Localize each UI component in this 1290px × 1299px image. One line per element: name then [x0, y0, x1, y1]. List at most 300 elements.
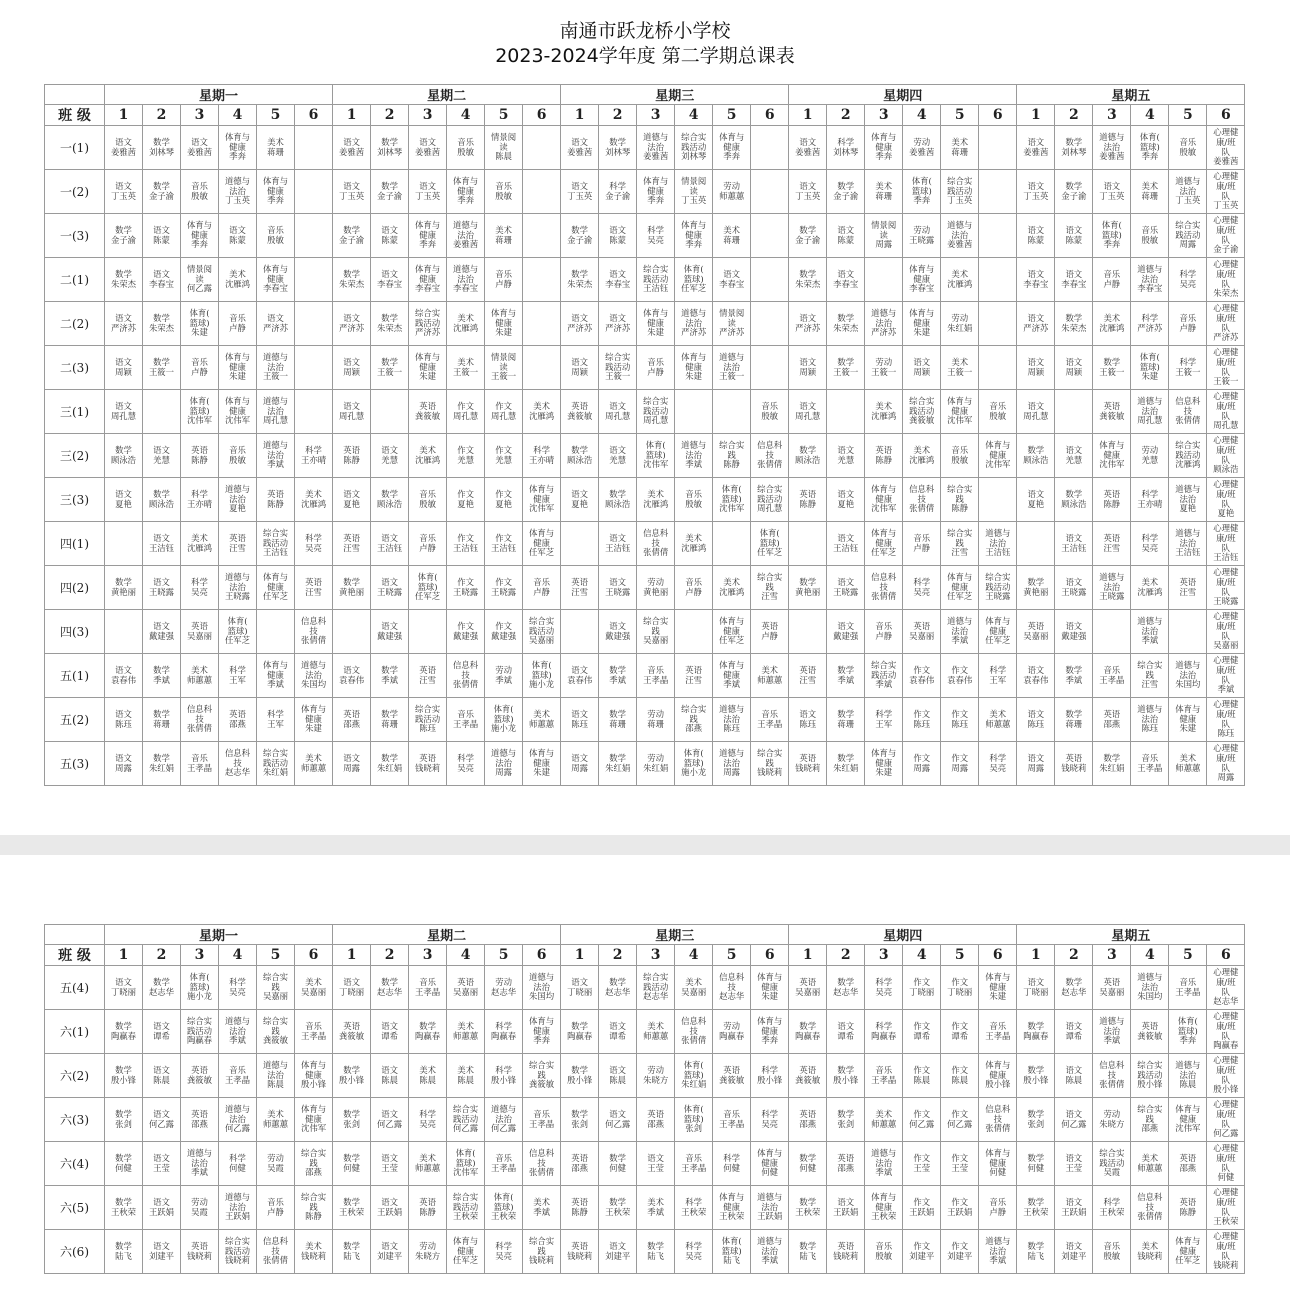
lesson-cell: 语文 周颖: [1017, 346, 1055, 390]
lesson-cell: 信息科 技 赵志华: [219, 742, 257, 786]
period-number: 4: [219, 945, 257, 966]
lesson-cell: 综合实 践活动 严济苏: [409, 302, 447, 346]
lesson-cell: 体育与 健康 朱建: [675, 346, 713, 390]
lesson-cell: 语文 王莹: [143, 1142, 181, 1186]
corner-cell: [45, 85, 105, 105]
lesson-cell: 综合实 践活动 朱红娟: [257, 742, 295, 786]
lesson-cell: 语文 陈晨: [371, 1054, 409, 1098]
lesson-cell: 语文 陈蒙: [219, 214, 257, 258]
lesson-cell: 语文 周露: [105, 742, 143, 786]
lesson-cell: 语文 严济苏: [105, 302, 143, 346]
lesson-cell: 英语 龚筱敏: [333, 1010, 371, 1054]
period-number: 3: [637, 105, 675, 126]
class-name: 三(2): [45, 434, 105, 478]
lesson-cell: [979, 478, 1017, 522]
lesson-cell: 科学 金子渝: [599, 170, 637, 214]
lesson-cell: 心理健 康/班 队 季斌: [1207, 654, 1245, 698]
lesson-cell: 语文 丁晓丽: [105, 966, 143, 1010]
lesson-cell: 英语 邵燕: [561, 1142, 599, 1186]
lesson-cell: 美术 师蕙蕙: [181, 654, 219, 698]
lesson-cell: 作文 陈晨: [941, 1054, 979, 1098]
lesson-cell: 综合实 践活动 陈珏: [409, 698, 447, 742]
period-number: 5: [485, 945, 523, 966]
lesson-cell: 体育( 篮球) 施小龙: [675, 742, 713, 786]
period-number: 3: [181, 945, 219, 966]
period-number: 2: [371, 945, 409, 966]
lesson-cell: 综合实 践活动 周孔慧: [751, 478, 789, 522]
lesson-cell: 数学 王秋荣: [1017, 1186, 1055, 1230]
lesson-cell: 作文 王洁钰: [485, 522, 523, 566]
lesson-cell: 道德与 法治 何乙露: [485, 1098, 523, 1142]
lesson-cell: 数学 陶赢春: [561, 1010, 599, 1054]
day-header: 星期三: [561, 925, 789, 945]
lesson-cell: 数学 何健: [333, 1142, 371, 1186]
lesson-cell: 综合实 践活动 钱晓莉: [219, 1230, 257, 1274]
lesson-cell: 美术 师蕙蕙: [637, 1010, 675, 1054]
lesson-cell: 音乐 王孝晶: [485, 1142, 523, 1186]
lesson-cell: 道德与 法治 陈珏: [713, 698, 751, 742]
lesson-cell: 科学 王亦晴: [1131, 478, 1169, 522]
lesson-cell: 道德与 法治 王洁钰: [1169, 522, 1207, 566]
lesson-cell: 语文 陈蒙: [1055, 214, 1093, 258]
lesson-cell: 数学 陶赢春: [409, 1010, 447, 1054]
lesson-cell: 体育与 健康 季奔: [675, 214, 713, 258]
period-number: 1: [561, 105, 599, 126]
lesson-cell: 语文 王晓露: [143, 566, 181, 610]
lesson-cell: 综合实 践 汪雪: [941, 522, 979, 566]
lesson-cell: 音乐 王孝晶: [713, 1098, 751, 1142]
class-row: [45, 1186, 1245, 1230]
lesson-cell: 语文 夏艳: [105, 478, 143, 522]
lesson-cell: 劳动 姜雅茜: [903, 126, 941, 170]
lesson-cell: 体育与 健康 季奔: [181, 214, 219, 258]
lesson-cell: [523, 126, 561, 170]
period-number: 1: [561, 945, 599, 966]
lesson-cell: 综合实 践活动 周孔慧: [637, 390, 675, 434]
lesson-cell: 语文 李春宝: [599, 258, 637, 302]
lesson-cell: 音乐 卢静: [903, 522, 941, 566]
lesson-cell: 数学 黄艳丽: [105, 566, 143, 610]
day-header: 星期三: [561, 85, 789, 105]
lesson-cell: 作文 王晓露: [485, 566, 523, 610]
lesson-cell: 语文 戴建强: [1055, 610, 1093, 654]
lesson-cell: 体育( 篮球) 施小龙: [485, 698, 523, 742]
lesson-cell: 英语 陈静: [333, 434, 371, 478]
lesson-cell: 语文 周露: [561, 742, 599, 786]
lesson-cell: 体育与 健康 殷小锋: [295, 1054, 333, 1098]
lesson-cell: 劳动 朱晓方: [637, 1054, 675, 1098]
lesson-cell: 数学 顾泳浩: [599, 478, 637, 522]
lesson-cell: 科学 吴亮: [219, 966, 257, 1010]
lesson-cell: 数学 顾泳浩: [105, 434, 143, 478]
lesson-cell: 作文 周孔慧: [485, 390, 523, 434]
class-row: [45, 302, 1245, 346]
lesson-cell: 信息科 技 张倩倩: [295, 610, 333, 654]
lesson-cell: 信息科 技 张倩倩: [1093, 1054, 1131, 1098]
lesson-cell: 美术 沈雁鸿: [637, 478, 675, 522]
lesson-cell: 英语 邵燕: [333, 698, 371, 742]
lesson-cell: 科学 何健: [219, 1142, 257, 1186]
lesson-cell: 美术 蒋珊: [941, 126, 979, 170]
lesson-cell: 语文 刘建平: [143, 1230, 181, 1274]
lesson-cell: 道德与 法治 李春宝: [1131, 258, 1169, 302]
class-name: 六(3): [45, 1098, 105, 1142]
lesson-cell: 道德与 法治 丁玉英: [219, 170, 257, 214]
lesson-cell: 体育与 健康 沈伟军: [1093, 434, 1131, 478]
lesson-cell: 语文 王洁钰: [143, 522, 181, 566]
lesson-cell: 综合实 践 陈静: [941, 478, 979, 522]
lesson-cell: 劳动 王晓露: [903, 214, 941, 258]
lesson-cell: 劳动 羌慧: [1131, 434, 1169, 478]
lesson-cell: 美术 沈雁鸿: [903, 434, 941, 478]
lesson-cell: 心理健 康/班 队 何乙露: [1207, 1098, 1245, 1142]
lesson-cell: 语文 王莹: [1055, 1142, 1093, 1186]
lesson-cell: 体育与 健康 任军芝: [979, 610, 1017, 654]
lesson-cell: 信息科 技 张倩倩: [865, 566, 903, 610]
lesson-cell: 数学 王筱一: [1093, 346, 1131, 390]
period-number: 6: [979, 105, 1017, 126]
class-name: 六(6): [45, 1230, 105, 1274]
lesson-cell: 数学 陶赢春: [1017, 1010, 1055, 1054]
lesson-cell: 音乐 殷敏: [447, 126, 485, 170]
lesson-cell: 信息科 技 张倩倩: [979, 1098, 1017, 1142]
lesson-cell: 英语 龚筱敏: [789, 1054, 827, 1098]
lesson-cell: 科学 吴亮: [675, 1230, 713, 1274]
lesson-cell: 体育与 健康 沈伟军: [1169, 1098, 1207, 1142]
lesson-cell: 体育( 篮球) 沈伟军: [637, 434, 675, 478]
lesson-cell: 体育与 健康 朱建: [979, 966, 1017, 1010]
lesson-cell: 美术 师蕙蕙: [447, 1010, 485, 1054]
lesson-cell: 音乐 殷敏: [865, 1230, 903, 1274]
lesson-cell: 情景阅 读 何乙露: [181, 258, 219, 302]
lesson-cell: 语文 何乙露: [1055, 1098, 1093, 1142]
lesson-cell: 数学 朱红娟: [1093, 742, 1131, 786]
lesson-cell: [979, 302, 1017, 346]
class-column-header: 班 级: [45, 105, 105, 126]
period-number: 5: [1169, 945, 1207, 966]
lesson-cell: 英语 陈静: [561, 1186, 599, 1230]
lesson-cell: 美术 陈晨: [409, 1054, 447, 1098]
lesson-cell: 数学 王秋荣: [599, 1186, 637, 1230]
lesson-cell: [561, 522, 599, 566]
lesson-cell: 语文 何乙露: [143, 1098, 181, 1142]
lesson-cell: 体育与 健康 任军芝: [447, 1230, 485, 1274]
lesson-cell: 体育与 健康 殷小锋: [979, 1054, 1017, 1098]
lesson-cell: 美术 蒋珊: [485, 214, 523, 258]
lesson-cell: 信息科 技 张倩倩: [181, 698, 219, 742]
lesson-cell: 音乐 王孝晶: [979, 1010, 1017, 1054]
period-number: 5: [257, 945, 295, 966]
lesson-cell: [1169, 610, 1207, 654]
lesson-cell: [675, 390, 713, 434]
lesson-cell: [1055, 390, 1093, 434]
lesson-cell: 作文 袁春伟: [903, 654, 941, 698]
period-number: 6: [295, 945, 333, 966]
lesson-cell: [675, 610, 713, 654]
lesson-cell: 语文 王跃娟: [371, 1186, 409, 1230]
lesson-cell: 道德与 法治 陈晨: [1169, 1054, 1207, 1098]
lesson-cell: 美术 沈雁鸿: [675, 522, 713, 566]
lesson-cell: [751, 170, 789, 214]
lesson-cell: 美术 沈雁鸿: [447, 302, 485, 346]
period-number: 5: [941, 945, 979, 966]
lesson-cell: 体育( 篮球) 季奔: [1093, 214, 1131, 258]
period-number: 3: [865, 945, 903, 966]
lesson-cell: 数学 殷小锋: [1017, 1054, 1055, 1098]
lesson-cell: 作文 谭希: [903, 1010, 941, 1054]
lesson-cell: 科学 严济苏: [1131, 302, 1169, 346]
period-number: 1: [1017, 945, 1055, 966]
lesson-cell: 劳动 赵志华: [485, 966, 523, 1010]
lesson-cell: 语文 戴建强: [827, 610, 865, 654]
lesson-cell: 科学 吴亮: [637, 214, 675, 258]
lesson-cell: 作文 丁晓丽: [903, 966, 941, 1010]
lesson-cell: 劳动 季斌: [485, 654, 523, 698]
lesson-cell: 语文 羌慧: [827, 434, 865, 478]
lesson-cell: [751, 214, 789, 258]
lesson-cell: 科学 吴亮: [295, 522, 333, 566]
class-name: 一(1): [45, 126, 105, 170]
lesson-cell: 语文 严济苏: [599, 302, 637, 346]
lesson-cell: 音乐 卢静: [637, 346, 675, 390]
lesson-cell: 劳动 吴霞: [181, 1186, 219, 1230]
lesson-cell: 语文 陈蒙: [599, 214, 637, 258]
lesson-cell: 体育与 健康 任军芝: [257, 566, 295, 610]
lesson-cell: 数学 赵志华: [371, 966, 409, 1010]
lesson-cell: 体育与 健康 朱建: [219, 346, 257, 390]
lesson-cell: 道德与 法治 季斌: [1093, 1010, 1131, 1054]
period-number: 6: [751, 105, 789, 126]
lesson-cell: 语文 丁晓丽: [1017, 966, 1055, 1010]
lesson-cell: 心理健 康/班 队 周露: [1207, 742, 1245, 786]
lesson-cell: 心理健 康/班 队 何健: [1207, 1142, 1245, 1186]
lesson-cell: 道德与 法治 王筱一: [257, 346, 295, 390]
lesson-cell: [143, 390, 181, 434]
lesson-cell: 美术 沈雁鸿: [295, 478, 333, 522]
lesson-cell: 体育与 健康 任军芝: [1169, 1230, 1207, 1274]
period-number: 3: [1093, 945, 1131, 966]
lesson-cell: 数学 顾泳浩: [789, 434, 827, 478]
lesson-cell: 语文 谭希: [827, 1010, 865, 1054]
lesson-cell: 语文 陈蒙: [827, 214, 865, 258]
lesson-cell: 体育与 健康 季奔: [751, 1010, 789, 1054]
lesson-cell: 英语 陈静: [409, 1186, 447, 1230]
lesson-cell: 综合实 践活动 赵志华: [637, 966, 675, 1010]
lesson-cell: 科学 吴亮: [1131, 522, 1169, 566]
period-number: 5: [713, 105, 751, 126]
lesson-cell: 数学 朱红娟: [143, 742, 181, 786]
lesson-cell: 英语 汪雪: [219, 522, 257, 566]
lesson-cell: [751, 126, 789, 170]
class-name: 五(4): [45, 966, 105, 1010]
lesson-cell: 体育与 健康 沈伟军: [941, 390, 979, 434]
lesson-cell: [105, 610, 143, 654]
lesson-cell: 英语 邵燕: [1093, 698, 1131, 742]
lesson-cell: 英语 龚筱敏: [181, 1054, 219, 1098]
lesson-cell: 劳动 朱晓方: [409, 1230, 447, 1274]
lesson-cell: 英语 邵燕: [637, 1098, 675, 1142]
lesson-cell: 音乐 卢静: [181, 346, 219, 390]
lesson-cell: 美术 季斌: [637, 1186, 675, 1230]
lesson-cell: 综合实 践 汪雪: [751, 566, 789, 610]
lesson-cell: 英语 吴嘉丽: [1017, 610, 1055, 654]
lesson-cell: [523, 170, 561, 214]
lesson-cell: [979, 126, 1017, 170]
lesson-cell: 英语 陈静: [181, 434, 219, 478]
period-number: 2: [599, 105, 637, 126]
period-number: 4: [447, 945, 485, 966]
corner-cell: [45, 925, 105, 945]
lesson-cell: 道德与 法治 季斌: [941, 610, 979, 654]
lesson-cell: [827, 390, 865, 434]
lesson-cell: 语文 严济苏: [561, 302, 599, 346]
lesson-cell: 体育与 健康 任军芝: [713, 610, 751, 654]
lesson-cell: 信息科 技 张倩倩: [257, 1230, 295, 1274]
lesson-cell: 数学 朱荣杰: [789, 258, 827, 302]
class-name: 一(2): [45, 170, 105, 214]
lesson-cell: 语文 周孔慧: [789, 390, 827, 434]
lesson-cell: 音乐 王孝晶: [1093, 654, 1131, 698]
lesson-cell: 语文 陈珏: [561, 698, 599, 742]
lesson-cell: 心理健 康/班 队 殷小锋: [1207, 1054, 1245, 1098]
period-number: 3: [409, 105, 447, 126]
class-name: 六(1): [45, 1010, 105, 1054]
lesson-cell: [1017, 522, 1055, 566]
lesson-cell: 语文 周露: [333, 742, 371, 786]
lesson-cell: 科学 王军: [257, 698, 295, 742]
lesson-cell: 综合实 践活动 王洁钰: [637, 258, 675, 302]
lesson-cell: 数学 金子渝: [371, 170, 409, 214]
lesson-cell: 美术 陈晨: [447, 1054, 485, 1098]
period-number: 5: [485, 105, 523, 126]
lesson-cell: 语文 严济苏: [1017, 302, 1055, 346]
lesson-cell: 综合实 践活动 丁玉英: [941, 170, 979, 214]
period-number: 4: [1131, 945, 1169, 966]
lesson-cell: 音乐 殷敏: [485, 170, 523, 214]
lesson-cell: 体育与 健康 沈伟军: [865, 478, 903, 522]
lesson-cell: [295, 390, 333, 434]
lesson-cell: 综合实 践 钱晓莉: [751, 742, 789, 786]
lesson-cell: 语文 陈珏: [105, 698, 143, 742]
lesson-cell: 科学 何健: [713, 1142, 751, 1186]
lesson-cell: 信息科 技 赵志华: [713, 966, 751, 1010]
lesson-cell: 美术 蒋珊: [257, 126, 295, 170]
lesson-cell: 语文 刘建平: [599, 1230, 637, 1274]
lesson-cell: [295, 258, 333, 302]
lesson-cell: 体育与 健康 朱建: [295, 698, 333, 742]
lesson-cell: 美术 师蕙蕙: [1169, 742, 1207, 786]
lesson-cell: [713, 522, 751, 566]
lesson-cell: 体育( 篮球) 任军芝: [675, 258, 713, 302]
lesson-cell: 语文 王洁钰: [371, 522, 409, 566]
lesson-cell: 语文 谭希: [371, 1010, 409, 1054]
lesson-cell: 作文 周露: [941, 742, 979, 786]
period-number: 6: [979, 945, 1017, 966]
lesson-cell: 科学 殷小锋: [485, 1054, 523, 1098]
lesson-cell: 数学 顾泳浩: [561, 434, 599, 478]
lesson-cell: 语文 刘建平: [1055, 1230, 1093, 1274]
lesson-cell: [333, 610, 371, 654]
lesson-cell: 体育与 健康 季奔: [865, 126, 903, 170]
lesson-cell: 语文 王晓露: [827, 566, 865, 610]
lesson-cell: [105, 522, 143, 566]
lesson-cell: 数学 张剑: [333, 1098, 371, 1142]
lesson-cell: 语文 王跃娟: [827, 1186, 865, 1230]
lesson-cell: 体育( 篮球) 季奔: [903, 170, 941, 214]
class-row: [45, 478, 1245, 522]
lesson-cell: 道德与 法治 王筱一: [713, 346, 751, 390]
lesson-cell: [523, 302, 561, 346]
lesson-cell: 综合实 践活动 沈雁鸿: [1169, 434, 1207, 478]
class-name: 一(3): [45, 214, 105, 258]
lesson-cell: 作文 羌慧: [485, 434, 523, 478]
lesson-cell: [295, 302, 333, 346]
lesson-cell: [713, 390, 751, 434]
lesson-cell: [1093, 610, 1131, 654]
lesson-cell: 语文 陈晨: [1055, 1054, 1093, 1098]
lesson-cell: 综合实 践 邵燕: [1131, 1098, 1169, 1142]
school-title: 南通市跃龙桥小学校: [559, 20, 731, 42]
lesson-cell: 道德与 法治 陈珏: [1131, 698, 1169, 742]
lesson-cell: 英语 汪雪: [1093, 522, 1131, 566]
lesson-cell: 音乐 殷敏: [979, 390, 1017, 434]
lesson-cell: 体育与 健康 任军芝: [523, 522, 561, 566]
lesson-cell: [979, 214, 1017, 258]
lesson-cell: 道德与 法治 朱国均: [295, 654, 333, 698]
lesson-cell: 体育与 健康 朱建: [751, 966, 789, 1010]
lesson-cell: 体育与 健康 沈伟军: [523, 478, 561, 522]
timetable: [44, 84, 1245, 786]
lesson-cell: 数学 黄艳丽: [1017, 566, 1055, 610]
lesson-cell: 数学 朱荣杰: [333, 258, 371, 302]
lesson-cell: 体育( 篮球) 陆飞: [713, 1230, 751, 1274]
period-number: 4: [903, 105, 941, 126]
lesson-cell: 作文 陈珏: [941, 698, 979, 742]
lesson-cell: 语文 严济苏: [789, 302, 827, 346]
lesson-cell: 道德与 法治 季斌: [751, 1230, 789, 1274]
day-header: 星期一: [105, 925, 333, 945]
lesson-cell: 体育与 健康 季奔: [637, 170, 675, 214]
lesson-cell: 美术 蒋珊: [713, 214, 751, 258]
lesson-cell: 英语 汪雪: [789, 654, 827, 698]
lesson-cell: 综合实 践 龚筱敏: [257, 1010, 295, 1054]
lesson-cell: 综合实 践 陈静: [713, 434, 751, 478]
period-number: 2: [371, 105, 409, 126]
lesson-cell: 语文 夏艳: [333, 478, 371, 522]
lesson-cell: 数学 顾泳浩: [1055, 478, 1093, 522]
period-number: 2: [599, 945, 637, 966]
lesson-cell: 道德与 法治 夏艳: [219, 478, 257, 522]
lesson-cell: 音乐 殷敏: [409, 478, 447, 522]
lesson-cell: [295, 170, 333, 214]
lesson-cell: 数学 刘林琴: [599, 126, 637, 170]
lesson-cell: 英语 钱晓莉: [827, 1230, 865, 1274]
lesson-cell: 美术 蒋珊: [1131, 170, 1169, 214]
lesson-cell: 道德与 法治 周孔慧: [257, 390, 295, 434]
lesson-cell: 语文 周颖: [561, 346, 599, 390]
lesson-cell: 综合实 践 邵燕: [295, 1142, 333, 1186]
lesson-cell: 心理健 康/班 队 陈珏: [1207, 698, 1245, 742]
lesson-cell: 心理健 康/班 队 王筱一: [1207, 346, 1245, 390]
lesson-cell: 劳动 吴霞: [257, 1142, 295, 1186]
lesson-cell: 语文 周孔慧: [1017, 390, 1055, 434]
class-row: [45, 170, 1245, 214]
lesson-cell: 综合实 践活动 王筱一: [599, 346, 637, 390]
lesson-cell: 美术 季斌: [523, 1186, 561, 1230]
class-row: [45, 742, 1245, 786]
lesson-cell: 劳动 朱红娟: [637, 742, 675, 786]
lesson-cell: 数学 殷小锋: [561, 1054, 599, 1098]
